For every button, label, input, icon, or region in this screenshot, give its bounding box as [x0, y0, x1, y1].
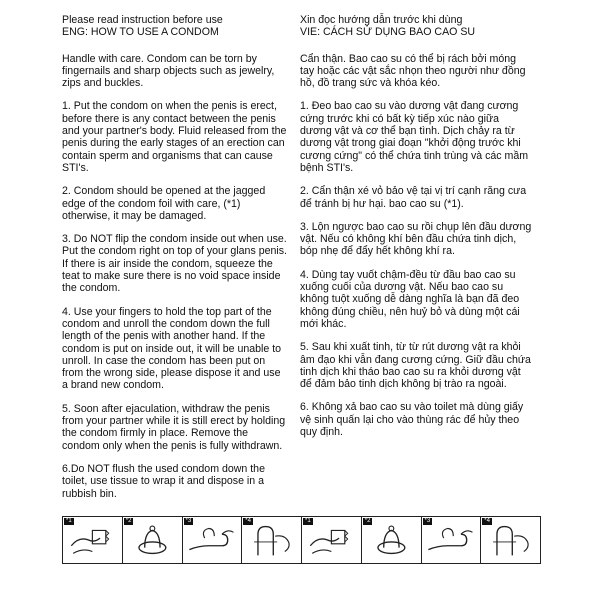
vietnamese-notice: Xin đọc hướng dẫn trước khi dùng [300, 14, 463, 26]
english-step-4: 4. Use your fingers to hold the top part of the condom and unroll the condom down the full length of the penis with another hand. If the condom is put on inside out, it will be unable to unroll. In case the condom has been put on from the wrong side, please dispose it and use a brand new condom. [62, 305, 282, 392]
vietnamese-step-4: 4. Dùng tay vuốt chậm-đều từ đầu bao cao su xuống cuối của dương vật. Nếu bao cao su không tuột xuống dễ dàng nghĩa là bạn đã đeo không đúng chiều, nên huỷ bỏ và dùng một cái mới khác. [300, 268, 520, 330]
vietnamese-title: VIE: CÁCH SỬ DỤNG BAO CAO SU [300, 26, 476, 39]
english-intro: Handle with care. Condom can be torn by fingernails and sharp objects such as jewelry, zips and buckles. [62, 52, 275, 90]
tear-foil-icon [63, 517, 122, 563]
unroll-icon [481, 517, 540, 563]
illustration-panel-2 [122, 516, 183, 564]
illustration-panel-5 [301, 516, 362, 564]
unroll-icon [242, 517, 301, 563]
illustration-panel-8 [480, 516, 541, 564]
english-notice: Please read instruction before use [62, 14, 223, 26]
tear-foil-icon [302, 517, 361, 563]
vietnamese-column [300, 14, 532, 449]
illustration-strip [62, 516, 540, 564]
vietnamese-header [300, 14, 532, 39]
vietnamese-step-5: 5. Sau khi xuất tinh, từ từ rút dương vật ra khỏi âm đạo khi vẫn đang cương cứng. Giữ đầu chứa tinh dịch khi tháo bao cao su ra khỏi dương vật để đảm bảo tinh dịch không bị trào ra ngoài. [300, 341, 531, 391]
step-badge: *1 [305, 518, 311, 524]
english-title: ENG: HOW TO USE A CONDOM [62, 26, 219, 39]
english-step-6: 6.Do NOT flush the used condom down the toilet, use tissue to wrap it and dispose in a rubbish bin. [62, 462, 265, 500]
step-badge: *3 [185, 518, 192, 524]
pinch-tip-icon [183, 517, 242, 563]
pinch-tip-icon [422, 517, 481, 563]
vietnamese-intro: Cẩn thận. Bao cao su có thể bị rách bởi móng tay hoặc các vật sắc nhọn theo người như đồng hồ, đồ trang sức và khóa kéo. [300, 52, 526, 90]
english-step-5: 5. Soon after ejaculation, withdraw the penis from your partner while it is still erect by holding the condom firmly in place. Remove the condom only when the penis is fully withdrawn. [62, 402, 286, 452]
step-badge: *4 [484, 518, 490, 524]
english-header [62, 14, 288, 39]
illustration-panel-7 [421, 516, 482, 564]
step-badge: *4 [245, 518, 251, 524]
english-step-2: 2. Condom should be opened at the jagged edge of the condom foil with care, (*1) otherwise, it may be damaged. [62, 185, 266, 222]
step-badge: *1 [66, 518, 72, 524]
illustration-panel-3 [182, 516, 243, 564]
vietnamese-step-2: 2. Cẩn thận xé vỏ bảo vệ tại vị trí cạnh răng cưa để tránh bị hư hại. bao cao su (*1). [300, 185, 527, 210]
illustration-panel-4 [241, 516, 302, 564]
vietnamese-step-6: 6. Không xả bao cao su vào toilet mà dùng giấy vệ sinh quấn lại cho vào thùng rác để hủy theo quy định. [300, 401, 524, 439]
vietnamese-step-1: 1. Đeo bao cao su vào dương vật đang cương cứng trước khi có bất kỳ tiếp xúc nào giữa dương vật và cơ thể bạn tình. Dịch chảy ra từ dương vật trong giai đoạn "khởi động trước khi cương cứng" có thể chứa tinh trùng và các mầm bệnh STI's. [300, 100, 529, 174]
english-column [62, 14, 288, 511]
english-step-1: 1. Put the condom on when the penis is erect, before there is any contact between the penis and your partner's body. Fluid released from the penis during the early stages of an erection can contain sperm and organisms that can cause STI's. [62, 100, 287, 174]
condom-icon [123, 517, 182, 563]
illustration-panel-1 [62, 516, 123, 564]
english-step-3: 3. Do NOT flip the condom inside out when use. Put the condom right on top of your glans penis. If there is air inside the condom, squeeze the teat to make sure there is no void space inside the condom. [62, 233, 287, 295]
vietnamese-step-3: 3. Lộn ngược bao cao su rồi chụp lên đầu dương vật. Nếu có không khí bên đầu chứa tinh dịch, bóp nhẹ để đẩy hết không khí ra. [300, 220, 532, 258]
condom-icon [362, 517, 421, 563]
step-badge: *2 [364, 518, 371, 524]
step-badge: *2 [125, 518, 132, 524]
step-badge: *3 [424, 518, 431, 524]
illustration-panel-6 [361, 516, 422, 564]
